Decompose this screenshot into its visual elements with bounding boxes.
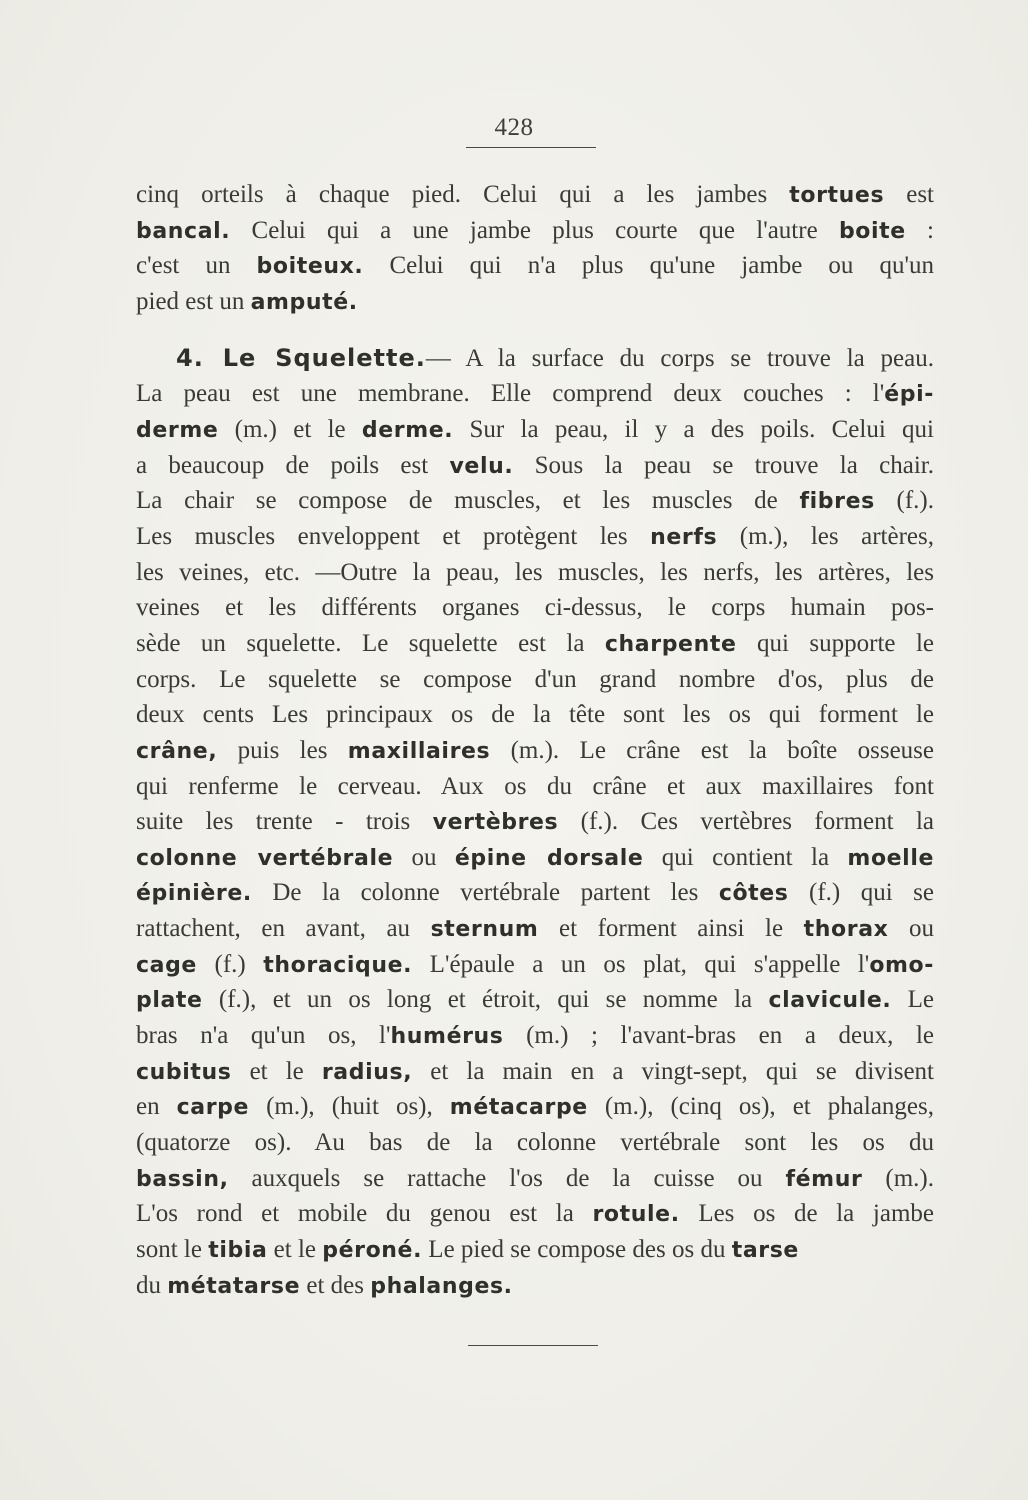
text-line (136, 376, 934, 412)
text-run: cinq orteils à chaque pied. Celui qui a les jambes (136, 181, 790, 208)
text-line (136, 284, 934, 320)
text-run: ou (393, 843, 455, 871)
bold-term: vertèbres (432, 810, 559, 836)
text-line (136, 947, 934, 983)
text-run: rattachent, en avant, au (136, 915, 431, 943)
bold-term: bancal. (136, 218, 231, 244)
bold-term: radius, (321, 1059, 413, 1085)
text-line (136, 982, 934, 1018)
text-line (136, 1232, 934, 1268)
text-run: Les os de la jambe (679, 1200, 934, 1228)
text-line (136, 1054, 934, 1090)
bold-term: épinière. (136, 881, 252, 907)
text-run: qui renferme le cerveau. Aux os du crâne et aux maxillaires font (136, 772, 934, 800)
text-run: auxquels se rattache l'os de la cuisse ou (228, 1164, 786, 1192)
text-run: (m.). (862, 1164, 934, 1192)
bold-term: thorax (803, 917, 889, 943)
text-run: Sur la peau, il y a des poils. Celui qui (453, 415, 934, 443)
text-line (136, 519, 934, 555)
text-line (136, 804, 934, 840)
bold-term: boiteux. (256, 254, 364, 280)
bold-term: fibres (799, 489, 875, 515)
text-line (136, 733, 934, 769)
text-run: qui contient la (643, 843, 848, 871)
bold-term: amputé. (250, 289, 358, 315)
bold-term: tibia (208, 1238, 268, 1264)
text-run: bras n'a qu'un os, l' (136, 1022, 391, 1050)
text-line (136, 840, 934, 876)
text-run: (f.). (874, 487, 934, 515)
text-run: deux cents Les principaux os de la tête sont les os qui forment le (136, 701, 934, 729)
text-run: La chair se compose de muscles, et les muscles de (136, 487, 800, 515)
bold-term: moelle (847, 845, 934, 871)
text-line (136, 1161, 934, 1197)
bold-term: velu. (449, 453, 514, 479)
bold-term: charpente (604, 631, 737, 657)
bold-term: crâne, (136, 738, 218, 764)
section-heading: 4. Le Squelette. (176, 343, 426, 372)
header-rule (466, 147, 596, 148)
bold-term: derme (136, 417, 219, 443)
footer-rule (468, 1345, 598, 1346)
text-run: et la main en a vingt-sept, qui se divisent (412, 1057, 934, 1085)
text-line (136, 626, 934, 662)
text-run: L'os rond et mobile du genou est la (136, 1200, 593, 1228)
bold-term: cubitus (136, 1059, 232, 1085)
bold-term: nerfs (650, 524, 718, 550)
bold-term: sternum (430, 917, 539, 943)
bold-term: omo- (869, 952, 934, 978)
body-text (136, 177, 934, 1303)
text-line (136, 1018, 934, 1054)
text-run: Celui qui a une jambe plus courte que l'autre (230, 216, 839, 244)
text-run: (m.), les artères, (717, 522, 935, 550)
text-run: en (136, 1093, 177, 1121)
text-run: et le (267, 1236, 323, 1264)
text-line (136, 555, 934, 591)
text-run: corps. Le squelette se compose d'un grand nombre d'os, plus de (136, 665, 934, 693)
bold-term: épine dorsale (454, 845, 644, 871)
text-run: veines et les différents organes ci-dessus, le corps humain pos- (136, 594, 934, 622)
text-run: sont le (136, 1236, 209, 1264)
text-run: (m.). Le crâne est la boîte osseuse (490, 736, 934, 764)
bold-term: tortues (789, 183, 885, 208)
text-run: Celui qui n'a plus qu'une jambe ou qu'un (363, 252, 934, 280)
bold-term: bassin, (136, 1166, 229, 1192)
bold-term: plate (136, 988, 203, 1014)
text-run: pied est un (136, 287, 251, 315)
text-run: (m.), (huit os), (249, 1093, 450, 1121)
text-run: a beaucoup de poils est (136, 451, 450, 479)
text-run: (quatorze os). Au bas de la colonne vertébrale sont les os du (136, 1129, 934, 1157)
bold-term: boite (838, 218, 906, 244)
bold-term: colonne vertébrale (136, 845, 394, 871)
text-run: du (136, 1271, 168, 1299)
page-number: 428 (494, 114, 534, 141)
text-line (136, 769, 934, 805)
text-line (136, 483, 934, 519)
bold-term: métatarse (167, 1273, 301, 1299)
text-line (136, 248, 934, 284)
text-line (136, 590, 934, 626)
text-run: qui supporte le (736, 629, 934, 657)
text-line (136, 1125, 934, 1161)
text-run: (m.) ; l'avant-bras en a deux, le (503, 1022, 935, 1050)
bold-term: phalanges. (370, 1273, 513, 1299)
text-line (136, 177, 934, 213)
text-run: (f.). Ces vertèbres forment la (558, 808, 934, 836)
text-run: et forment ainsi le (538, 915, 804, 943)
text-run: Le pied se compose des os du (422, 1236, 732, 1264)
bold-term: métacarpe (449, 1095, 588, 1121)
text-line (136, 911, 934, 947)
bold-term: thoracique. (263, 952, 413, 978)
text-run: et le (231, 1057, 322, 1085)
text-line (136, 412, 934, 448)
text-run: est (884, 181, 934, 208)
text-run: (f.), et un os long et étroit, qui se nomme la (202, 986, 769, 1014)
text-run: Les muscles enveloppent et protègent les (136, 522, 651, 550)
text-run: (m.) et le (218, 415, 362, 443)
bold-term: carpe (176, 1095, 250, 1121)
text-line (136, 1268, 934, 1304)
text-run: Sous la peau se trouve la chair. (513, 451, 934, 479)
bold-term: cage (136, 952, 197, 978)
text-run: (m.), (cinq os), et phalanges, (587, 1093, 934, 1121)
text-line (136, 875, 934, 911)
text-line (136, 448, 934, 484)
text-line (136, 1196, 934, 1232)
bold-term: côtes (718, 881, 789, 907)
text-run: L'épaule a un os plat, qui s'appelle l' (412, 950, 870, 978)
text-run: La peau est une membrane. Elle comprend deux couches : l' (136, 380, 885, 408)
text-run: sède un squelette. Le squelette est la (136, 629, 605, 657)
bold-term: maxillaires (347, 738, 491, 764)
bold-term: rotule. (592, 1202, 680, 1228)
text-run: — A la surface du corps se trouve la peau. (425, 344, 934, 372)
text-run: De la colonne vertébrale partent les (251, 879, 719, 907)
bold-term: fémur (785, 1166, 863, 1192)
bold-term: épi- (884, 382, 934, 408)
text-line (136, 697, 934, 733)
text-line (136, 341, 934, 377)
text-run: Le (891, 986, 934, 1014)
text-run: suite les trente - trois (136, 808, 433, 836)
text-run: (f.) qui se (788, 879, 934, 907)
text-run: les veines, etc. —Outre la peau, les muscles, les nerfs, les artères, les (136, 558, 934, 586)
text-line (136, 213, 934, 249)
text-run: : (905, 216, 934, 244)
text-line (136, 662, 934, 698)
text-run: (f.) (196, 950, 264, 978)
text-run: c'est un (136, 252, 257, 280)
text-run: ou (888, 915, 934, 943)
bold-term: humérus (390, 1024, 504, 1050)
bold-term: derme. (361, 417, 454, 443)
bold-term: péroné. (322, 1238, 423, 1264)
text-line (136, 1089, 934, 1125)
text-run: puis les (217, 736, 348, 764)
text-run: et des (300, 1271, 371, 1299)
bold-term: clavicule. (768, 988, 892, 1014)
bold-term: tarse (731, 1238, 799, 1264)
